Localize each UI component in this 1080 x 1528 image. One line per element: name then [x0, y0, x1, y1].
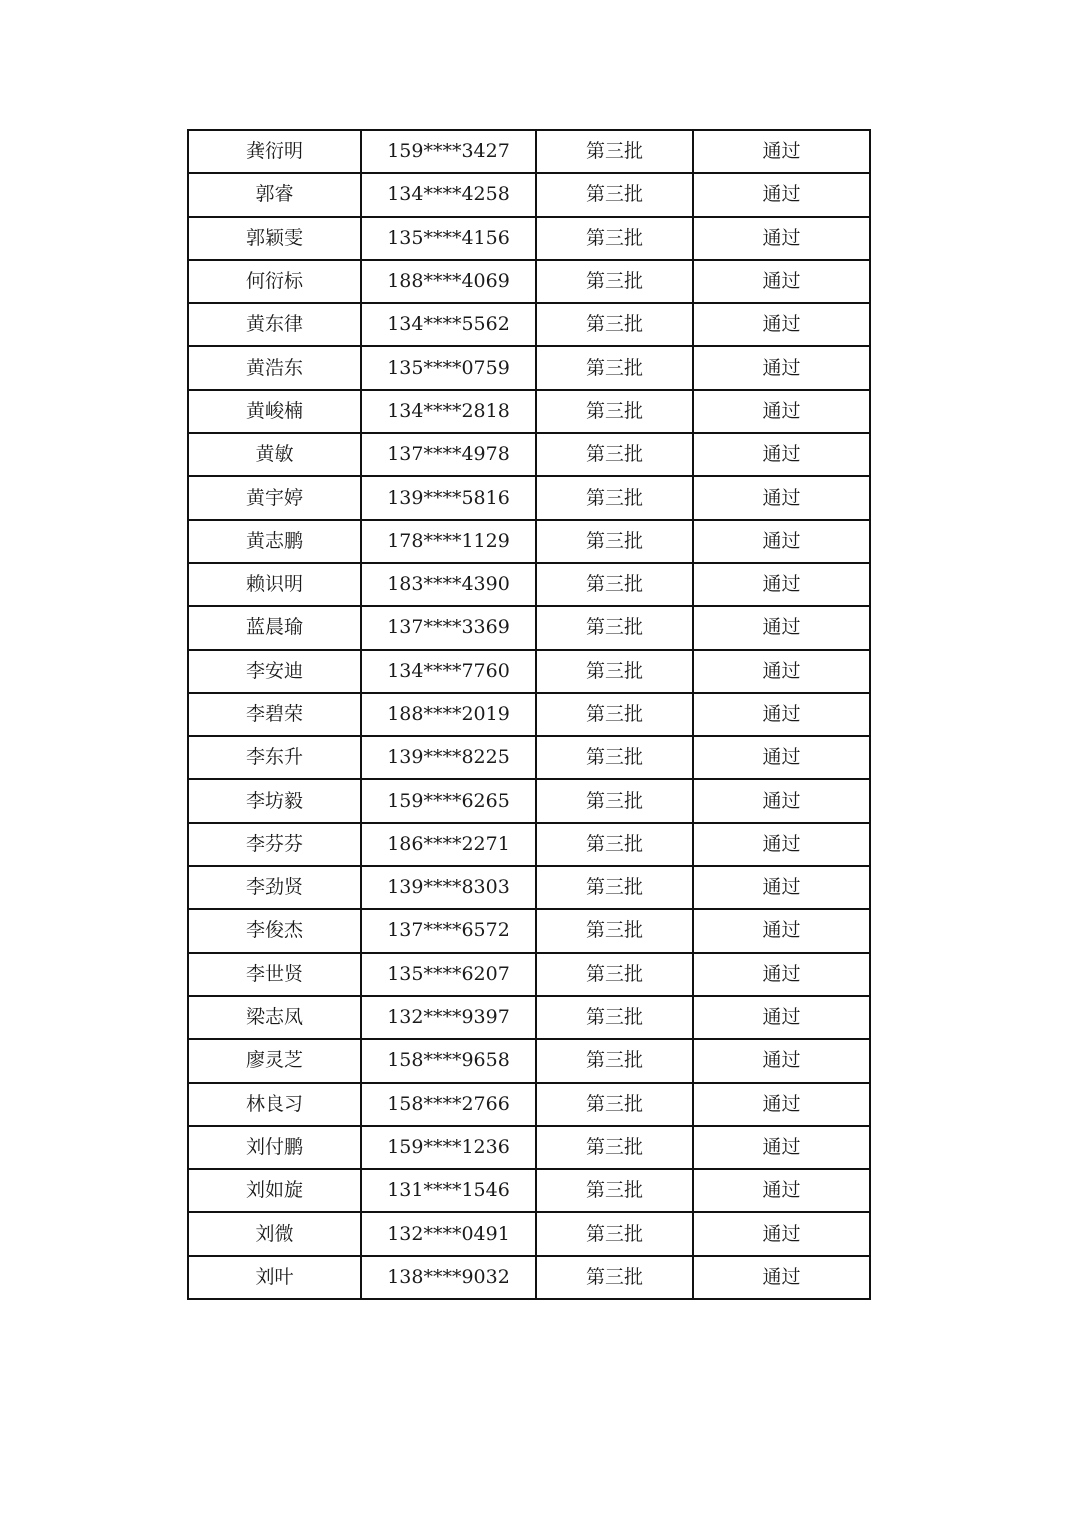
batch-cell: 第三批 — [536, 1256, 693, 1299]
phone-cell: 137****6572 — [361, 909, 536, 952]
status-cell: 通过 — [693, 1256, 870, 1299]
name-cell: 李安迪 — [188, 650, 361, 693]
phone-cell: 137****3369 — [361, 606, 536, 649]
phone-cell: 134****5562 — [361, 303, 536, 346]
table-row — [188, 606, 870, 649]
name-cell: 李东升 — [188, 736, 361, 779]
name-cell: 黄敏 — [188, 433, 361, 476]
table-row — [188, 476, 870, 519]
table-row — [188, 173, 870, 216]
name-cell: 蓝晨瑜 — [188, 606, 361, 649]
phone-cell: 158****2766 — [361, 1083, 536, 1126]
table-row — [188, 303, 870, 346]
phone-cell: 135****0759 — [361, 346, 536, 389]
batch-cell: 第三批 — [536, 390, 693, 433]
name-cell: 黄峻楠 — [188, 390, 361, 433]
status-cell: 通过 — [693, 433, 870, 476]
phone-cell: 134****2818 — [361, 390, 536, 433]
table-row — [188, 996, 870, 1039]
table-row — [188, 736, 870, 779]
table-row — [188, 1169, 870, 1212]
batch-cell: 第三批 — [536, 1169, 693, 1212]
status-cell: 通过 — [693, 217, 870, 260]
batch-cell: 第三批 — [536, 606, 693, 649]
phone-cell: 135****6207 — [361, 953, 536, 996]
name-cell: 郭颖雯 — [188, 217, 361, 260]
table-row — [188, 650, 870, 693]
name-cell: 刘叶 — [188, 1256, 361, 1299]
name-cell: 黄浩东 — [188, 346, 361, 389]
table-row — [188, 779, 870, 822]
table-row — [188, 390, 870, 433]
table-row — [188, 563, 870, 606]
phone-cell: 183****4390 — [361, 563, 536, 606]
status-cell: 通过 — [693, 736, 870, 779]
phone-cell: 186****2271 — [361, 823, 536, 866]
batch-cell: 第三批 — [536, 693, 693, 736]
table-row — [188, 1126, 870, 1169]
name-cell: 李俊杰 — [188, 909, 361, 952]
status-cell: 通过 — [693, 1126, 870, 1169]
table-row — [188, 1039, 870, 1082]
status-cell: 通过 — [693, 520, 870, 563]
status-cell: 通过 — [693, 953, 870, 996]
name-cell: 郭睿 — [188, 173, 361, 216]
phone-cell: 178****1129 — [361, 520, 536, 563]
batch-cell: 第三批 — [536, 130, 693, 173]
phone-cell: 188****2019 — [361, 693, 536, 736]
batch-cell: 第三批 — [536, 1212, 693, 1255]
status-cell: 通过 — [693, 303, 870, 346]
name-cell: 李坊毅 — [188, 779, 361, 822]
status-cell: 通过 — [693, 650, 870, 693]
batch-cell: 第三批 — [536, 476, 693, 519]
phone-cell: 139****5816 — [361, 476, 536, 519]
name-cell: 黄宇婷 — [188, 476, 361, 519]
name-cell: 黄东律 — [188, 303, 361, 346]
name-cell: 梁志凤 — [188, 996, 361, 1039]
batch-cell: 第三批 — [536, 303, 693, 346]
table-row — [188, 909, 870, 952]
status-cell: 通过 — [693, 563, 870, 606]
table-row — [188, 1256, 870, 1299]
status-cell: 通过 — [693, 823, 870, 866]
phone-cell: 134****7760 — [361, 650, 536, 693]
name-cell: 李碧荣 — [188, 693, 361, 736]
table-row — [188, 217, 870, 260]
phone-cell: 188****4069 — [361, 260, 536, 303]
batch-cell: 第三批 — [536, 736, 693, 779]
status-cell: 通过 — [693, 130, 870, 173]
table-row — [188, 693, 870, 736]
batch-cell: 第三批 — [536, 260, 693, 303]
status-cell: 通过 — [693, 909, 870, 952]
batch-cell: 第三批 — [536, 433, 693, 476]
batch-cell: 第三批 — [536, 520, 693, 563]
name-cell: 刘付鹏 — [188, 1126, 361, 1169]
batch-cell: 第三批 — [536, 1126, 693, 1169]
phone-cell: 138****9032 — [361, 1256, 536, 1299]
phone-cell: 159****6265 — [361, 779, 536, 822]
table-row — [188, 1212, 870, 1255]
name-cell: 何衍标 — [188, 260, 361, 303]
batch-cell: 第三批 — [536, 823, 693, 866]
name-cell: 刘微 — [188, 1212, 361, 1255]
status-cell: 通过 — [693, 866, 870, 909]
batch-cell: 第三批 — [536, 1039, 693, 1082]
table-row — [188, 260, 870, 303]
status-cell: 通过 — [693, 1212, 870, 1255]
phone-cell: 159****3427 — [361, 130, 536, 173]
name-cell: 廖灵芝 — [188, 1039, 361, 1082]
table-row — [188, 520, 870, 563]
phone-cell: 135****4156 — [361, 217, 536, 260]
roster-table-body — [188, 130, 870, 1299]
table-row — [188, 953, 870, 996]
status-cell: 通过 — [693, 476, 870, 519]
status-cell: 通过 — [693, 390, 870, 433]
batch-cell: 第三批 — [536, 346, 693, 389]
batch-cell: 第三批 — [536, 953, 693, 996]
batch-cell: 第三批 — [536, 866, 693, 909]
name-cell: 李芬芬 — [188, 823, 361, 866]
phone-cell: 159****1236 — [361, 1126, 536, 1169]
batch-cell: 第三批 — [536, 1083, 693, 1126]
status-cell: 通过 — [693, 693, 870, 736]
status-cell: 通过 — [693, 996, 870, 1039]
table-row — [188, 130, 870, 173]
table-row — [188, 823, 870, 866]
status-cell: 通过 — [693, 606, 870, 649]
phone-cell: 158****9658 — [361, 1039, 536, 1082]
batch-cell: 第三批 — [536, 996, 693, 1039]
name-cell: 刘如旋 — [188, 1169, 361, 1212]
status-cell: 通过 — [693, 1083, 870, 1126]
phone-cell: 132****9397 — [361, 996, 536, 1039]
name-cell: 林良习 — [188, 1083, 361, 1126]
name-cell: 黄志鹏 — [188, 520, 361, 563]
phone-cell: 132****0491 — [361, 1212, 536, 1255]
phone-cell: 137****4978 — [361, 433, 536, 476]
table-row — [188, 433, 870, 476]
status-cell: 通过 — [693, 173, 870, 216]
roster-table — [187, 129, 871, 1300]
phone-cell: 139****8303 — [361, 866, 536, 909]
phone-cell: 139****8225 — [361, 736, 536, 779]
name-cell: 赖识明 — [188, 563, 361, 606]
name-cell: 龚衍明 — [188, 130, 361, 173]
status-cell: 通过 — [693, 1169, 870, 1212]
batch-cell: 第三批 — [536, 779, 693, 822]
phone-cell: 131****1546 — [361, 1169, 536, 1212]
batch-cell: 第三批 — [536, 650, 693, 693]
phone-cell: 134****4258 — [361, 173, 536, 216]
batch-cell: 第三批 — [536, 217, 693, 260]
table-row — [188, 866, 870, 909]
name-cell: 李世贤 — [188, 953, 361, 996]
table-row — [188, 346, 870, 389]
status-cell: 通过 — [693, 779, 870, 822]
status-cell: 通过 — [693, 1039, 870, 1082]
batch-cell: 第三批 — [536, 563, 693, 606]
batch-cell: 第三批 — [536, 909, 693, 952]
name-cell: 李劲贤 — [188, 866, 361, 909]
batch-cell: 第三批 — [536, 173, 693, 216]
table-row — [188, 1083, 870, 1126]
status-cell: 通过 — [693, 260, 870, 303]
status-cell: 通过 — [693, 346, 870, 389]
